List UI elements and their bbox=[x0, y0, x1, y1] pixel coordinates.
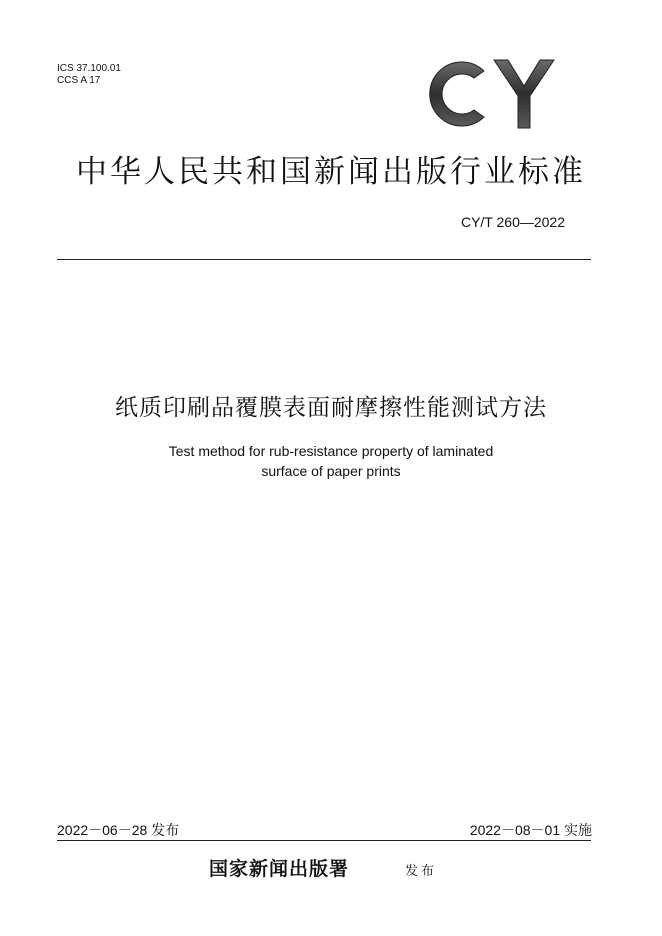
logo-letter-y bbox=[494, 60, 554, 128]
implement-date: 2022－08－01 实施 bbox=[469, 822, 592, 838]
issue-date: 2022－06－28 发布 bbox=[57, 822, 180, 838]
footer-divider bbox=[57, 840, 591, 841]
classification-codes bbox=[57, 63, 121, 87]
logo-letter-c bbox=[430, 62, 484, 126]
issuer-name: 国家新闻出版署 bbox=[209, 858, 350, 880]
title-en-line-1: Test method for rub-resistance property of laminated bbox=[168, 443, 494, 459]
standard-category-title: 中华人民共和国新闻出版行业标准 bbox=[76, 154, 586, 190]
document-title-cn: 纸质印刷品覆膜表面耐摩擦性能测试方法 bbox=[115, 395, 547, 421]
cy-logo bbox=[418, 54, 564, 134]
ics-code: ICS 37.100.01 bbox=[57, 63, 121, 74]
header-divider bbox=[57, 259, 591, 260]
title-en-line-2: surface of paper prints bbox=[261, 463, 401, 479]
standard-number: CY/T 260—2022 bbox=[460, 214, 565, 230]
ccs-code: CCS A 17 bbox=[57, 75, 101, 86]
document-title-en bbox=[0, 441, 662, 481]
issuer-action: 发布 bbox=[405, 864, 438, 879]
